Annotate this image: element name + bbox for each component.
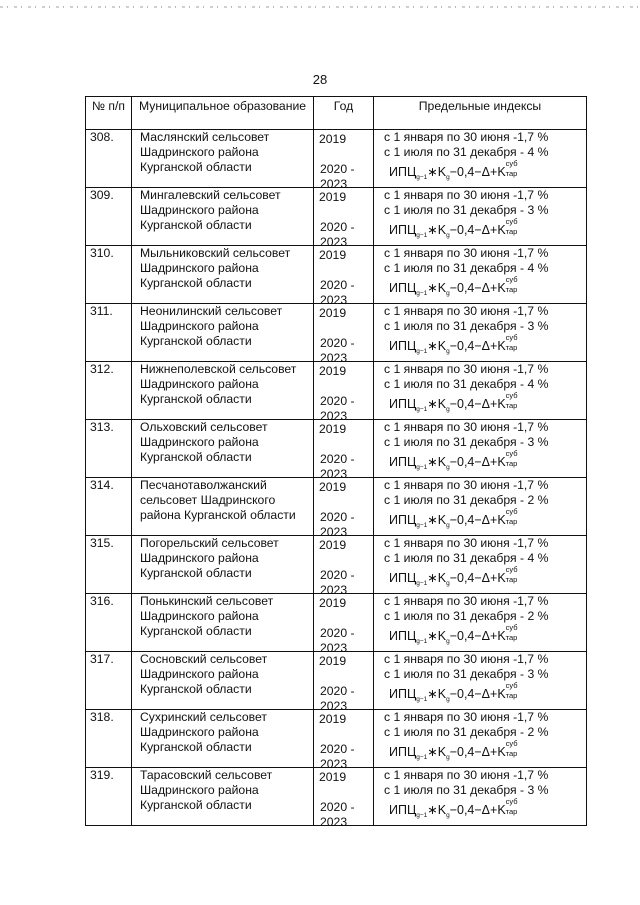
formula-sub-tar: тар	[505, 691, 518, 700]
limit-cell	[374, 304, 587, 362]
limit-line-first-half: с 1 января по 30 июня -1,7 %	[384, 246, 549, 260]
year-2019: 2019	[319, 596, 347, 610]
limit-cell	[374, 710, 587, 768]
formula-tail: −0,4−Δ+K	[449, 455, 506, 469]
formula-sub-g: g	[446, 812, 450, 819]
municipality-name: Погорельский сельсовет Шадринского района Курганской области	[132, 536, 314, 594]
year-range: 2020 - 2023	[320, 626, 355, 655]
municipality-name: Мингалевский сельсовет Шадринского района Курганской области	[132, 188, 314, 246]
table-row	[86, 130, 587, 188]
formula-tail: −0,4−Δ+K	[449, 745, 506, 759]
limit-line-second-half: с 1 июля по 31 декабря - 3 %	[384, 783, 549, 797]
limit-line-second-half: с 1 июля по 31 декабря - 4 %	[384, 551, 549, 565]
formula-sub-g1: g−1	[416, 406, 428, 413]
table-row	[86, 594, 587, 652]
year-range: 2020 - 2023	[320, 568, 355, 597]
formula-k: ∗K	[427, 571, 447, 585]
year-2019: 2019	[319, 770, 347, 784]
header-municipality: Муниципальное образование	[132, 97, 314, 130]
formula-k: ∗K	[427, 629, 447, 643]
table-row	[86, 304, 587, 362]
limit-cell	[374, 362, 587, 420]
formula-ipc: ИПЦ	[389, 397, 417, 411]
table-row	[86, 246, 587, 304]
municipality-name: Маслянский сельсовет Шадринского района Курганской области	[132, 130, 314, 188]
year-2019: 2019	[319, 538, 347, 552]
formula-sub-g1: g−1	[416, 348, 428, 355]
year-2019: 2019	[319, 364, 347, 378]
year-cell	[314, 710, 374, 771]
year-cell	[314, 478, 374, 539]
year-cell	[314, 188, 374, 249]
limit-line-first-half: с 1 января по 30 июня -1,7 %	[384, 594, 549, 608]
formula-sub-tar: тар	[505, 285, 518, 294]
table-row	[86, 768, 587, 826]
formula-sub-g: g	[446, 174, 450, 181]
year-cell	[314, 594, 374, 655]
formula-sub-g1: g−1	[416, 464, 428, 471]
index-formula	[389, 741, 586, 762]
municipality-name: Тарасовский сельсовет Шадринского района Курганской области	[132, 768, 314, 826]
formula-k-tar-indices	[506, 451, 524, 466]
formula-ipc: ИПЦ	[389, 223, 417, 237]
formula-tail: −0,4−Δ+K	[449, 571, 506, 585]
formula-sup-sub: суб	[505, 391, 518, 400]
formula-sub-g1: g−1	[416, 638, 428, 645]
formula-sub-g1: g−1	[416, 754, 428, 761]
municipality-name: Сосновский сельсовет Шадринского района Курганской области	[132, 652, 314, 710]
row-number: 315.	[86, 536, 132, 594]
municipality-name: Песчанотаволжанский сельсовет Шадринского района Курганской области	[132, 478, 314, 536]
index-formula	[389, 393, 586, 414]
formula-sub-g1: g−1	[416, 174, 428, 181]
year-cell	[314, 130, 374, 191]
index-formula	[389, 625, 586, 646]
formula-k-tar-indices	[506, 567, 524, 582]
formula-k-tar-indices	[506, 683, 524, 698]
formula-sub-g1: g−1	[416, 580, 428, 587]
formula-sup-sub: суб	[505, 507, 518, 516]
formula-k-tar-indices	[506, 509, 524, 524]
limit-line-first-half: с 1 января по 30 июня -1,7 %	[384, 362, 549, 376]
row-number: 314.	[86, 478, 132, 536]
municipality-name: Понькинский сельсовет Шадринского района Курганской области	[132, 594, 314, 652]
formula-sub-tar: тар	[505, 517, 518, 526]
formula-ipc: ИПЦ	[389, 745, 417, 759]
limit-cell	[374, 246, 587, 304]
municipality-name: Неонилинский сельсовет Шадринского района Курганской области	[132, 304, 314, 362]
limit-cell	[374, 478, 587, 536]
year-cell	[314, 536, 374, 597]
formula-sub-g: g	[446, 696, 450, 703]
formula-sub-g: g	[446, 754, 450, 761]
year-range: 2020 - 2023	[320, 452, 355, 481]
formula-k-tar-indices	[506, 335, 524, 350]
formula-k: ∗K	[427, 687, 447, 701]
formula-tail: −0,4−Δ+K	[449, 513, 506, 527]
formula-k-tar-indices	[506, 219, 524, 234]
table-header-row	[86, 97, 587, 130]
row-number: 313.	[86, 420, 132, 478]
formula-sub-g: g	[446, 232, 450, 239]
limit-cell	[374, 768, 587, 826]
formula-sup-sub: суб	[505, 449, 518, 458]
formula-sup-sub: суб	[505, 275, 518, 284]
municipality-name: Сухринский сельсовет Шадринского района Курганской области	[132, 710, 314, 768]
formula-tail: −0,4−Δ+K	[449, 223, 506, 237]
formula-ipc: ИПЦ	[389, 687, 417, 701]
formula-tail: −0,4−Δ+K	[449, 281, 506, 295]
table-row	[86, 188, 587, 246]
year-range: 2020 - 2023	[320, 220, 355, 249]
limit-cell	[374, 130, 587, 188]
year-range: 2020 - 2023	[320, 742, 355, 771]
table-row	[86, 536, 587, 594]
year-2019: 2019	[319, 712, 347, 726]
row-number: 309.	[86, 188, 132, 246]
index-formula	[389, 683, 586, 704]
year-cell	[314, 420, 374, 481]
formula-sup-sub: суб	[505, 623, 518, 632]
year-cell	[314, 246, 374, 307]
table-row	[86, 362, 587, 420]
year-range: 2020 - 2023	[320, 510, 355, 539]
limit-line-second-half: с 1 июля по 31 декабря - 4 %	[384, 377, 549, 391]
formula-ipc: ИПЦ	[389, 165, 417, 179]
year-cell	[314, 362, 374, 423]
formula-sub-tar: тар	[505, 459, 518, 468]
year-range: 2020 - 2023	[320, 278, 355, 307]
row-number: 317.	[86, 652, 132, 710]
formula-sup-sub: суб	[505, 565, 518, 574]
limit-line-first-half: с 1 января по 30 июня -1,7 %	[384, 420, 549, 434]
formula-k-tar-indices	[506, 393, 524, 408]
limit-line-second-half: с 1 июля по 31 декабря - 4 %	[384, 145, 549, 159]
year-range: 2020 - 2023	[320, 162, 355, 191]
limit-line-first-half: с 1 января по 30 июня -1,7 %	[384, 188, 549, 202]
formula-sub-tar: тар	[505, 343, 518, 352]
year-cell	[314, 652, 374, 713]
formula-sub-g: g	[446, 464, 450, 471]
formula-sub-g1: g−1	[416, 812, 428, 819]
limit-cell	[374, 652, 587, 710]
formula-k-tar-indices	[506, 799, 524, 814]
formula-k-tar-indices	[506, 161, 524, 176]
year-2019: 2019	[319, 422, 347, 436]
formula-sup-sub: суб	[505, 739, 518, 748]
limit-line-second-half: с 1 июля по 31 декабря - 3 %	[384, 319, 549, 333]
index-formula	[389, 335, 586, 356]
formula-tail: −0,4−Δ+K	[449, 629, 506, 643]
formula-ipc: ИПЦ	[389, 281, 417, 295]
limit-line-first-half: с 1 января по 30 июня -1,7 %	[384, 710, 549, 724]
formula-sub-g1: g−1	[416, 232, 428, 239]
year-2019: 2019	[319, 132, 347, 146]
row-number: 308.	[86, 130, 132, 188]
limit-line-first-half: с 1 января по 30 июня -1,7 %	[384, 304, 549, 318]
price-limits-table	[85, 96, 587, 829]
row-number: 311.	[86, 304, 132, 362]
formula-sub-tar: тар	[505, 575, 518, 584]
formula-sub-g1: g−1	[416, 290, 428, 297]
year-cell	[314, 768, 374, 829]
limit-line-second-half: с 1 июля по 31 декабря - 3 %	[384, 203, 549, 217]
municipality-name: Мыльниковский сельсовет Шадринского района Курганской области	[132, 246, 314, 304]
formula-ipc: ИПЦ	[389, 571, 417, 585]
limit-line-first-half: с 1 января по 30 июня -1,7 %	[384, 768, 549, 782]
index-formula	[389, 451, 586, 472]
year-2019: 2019	[319, 654, 347, 668]
formula-k: ∗K	[427, 803, 447, 817]
year-range: 2020 - 2023	[320, 684, 355, 713]
formula-k-tar-indices	[506, 625, 524, 640]
formula-tail: −0,4−Δ+K	[449, 397, 506, 411]
index-formula	[389, 277, 586, 298]
page-number: 28	[312, 72, 328, 87]
limit-line-first-half: с 1 января по 30 июня -1,7 %	[384, 478, 549, 492]
limit-line-second-half: с 1 июля по 31 декабря - 2 %	[384, 725, 549, 739]
limit-line-second-half: с 1 июля по 31 декабря - 3 %	[384, 435, 549, 449]
formula-ipc: ИПЦ	[389, 513, 417, 527]
formula-k: ∗K	[427, 745, 447, 759]
formula-tail: −0,4−Δ+K	[449, 165, 506, 179]
row-number: 316.	[86, 594, 132, 652]
formula-k-tar-indices	[506, 741, 524, 756]
formula-sub-tar: тар	[505, 401, 518, 410]
index-formula	[389, 567, 586, 588]
year-2019: 2019	[319, 306, 347, 320]
limit-line-second-half: с 1 июля по 31 декабря - 2 %	[384, 609, 549, 623]
formula-k: ∗K	[427, 397, 447, 411]
formula-sub-g: g	[446, 580, 450, 587]
formula-sub-g: g	[446, 290, 450, 297]
formula-sub-g: g	[446, 522, 450, 529]
limit-line-second-half: с 1 июля по 31 декабря - 4 %	[384, 261, 549, 275]
formula-k: ∗K	[427, 513, 447, 527]
formula-sub-tar: тар	[505, 227, 518, 236]
year-2019: 2019	[319, 480, 347, 494]
formula-sup-sub: суб	[505, 159, 518, 168]
limit-cell	[374, 188, 587, 246]
index-formula	[389, 219, 586, 240]
formula-k: ∗K	[427, 455, 447, 469]
formula-sup-sub: суб	[505, 797, 518, 806]
index-formula	[389, 799, 586, 820]
index-formula	[389, 509, 586, 530]
year-2019: 2019	[319, 190, 347, 204]
year-2019: 2019	[319, 248, 347, 262]
index-formula	[389, 161, 586, 182]
formula-sub-tar: тар	[505, 633, 518, 642]
table-row	[86, 710, 587, 768]
formula-tail: −0,4−Δ+K	[449, 687, 506, 701]
municipality-name: Ольховский сельсовет Шадринского района Курганской области	[132, 420, 314, 478]
formula-sup-sub: суб	[505, 217, 518, 226]
year-range: 2020 - 2023	[320, 394, 355, 423]
municipality-name: Нижнеполевской сельсовет Шадринского района Курганской области	[132, 362, 314, 420]
table-row	[86, 652, 587, 710]
formula-tail: −0,4−Δ+K	[449, 339, 506, 353]
formula-sup-sub: суб	[505, 333, 518, 342]
header-num: № п/п	[86, 97, 132, 130]
formula-ipc: ИПЦ	[389, 803, 417, 817]
row-number: 319.	[86, 768, 132, 826]
table-row	[86, 478, 587, 536]
formula-sub-g1: g−1	[416, 522, 428, 529]
limit-line-first-half: с 1 января по 30 июня -1,7 %	[384, 652, 549, 666]
header-year: Год	[314, 97, 374, 130]
limit-cell	[374, 420, 587, 478]
year-range: 2020 - 2023	[320, 336, 355, 365]
limit-line-second-half: с 1 июля по 31 декабря - 2 %	[384, 493, 549, 507]
formula-sup-sub: суб	[505, 681, 518, 690]
limit-cell	[374, 594, 587, 652]
limit-line-first-half: с 1 января по 30 июня -1,7 %	[384, 536, 549, 550]
formula-k: ∗K	[427, 339, 447, 353]
formula-k-tar-indices	[506, 277, 524, 292]
row-number: 312.	[86, 362, 132, 420]
year-cell	[314, 304, 374, 365]
limit-line-second-half: с 1 июля по 31 декабря - 3 %	[384, 667, 549, 681]
scan-artifact-line	[0, 6, 640, 8]
limit-cell	[374, 536, 587, 594]
limit-line-first-half: с 1 января по 30 июня -1,7 %	[384, 130, 549, 144]
formula-ipc: ИПЦ	[389, 339, 417, 353]
formula-sub-g1: g−1	[416, 696, 428, 703]
formula-sub-tar: тар	[505, 169, 518, 178]
formula-ipc: ИПЦ	[389, 629, 417, 643]
formula-sub-g: g	[446, 638, 450, 645]
table-row	[86, 420, 587, 478]
row-number: 310.	[86, 246, 132, 304]
formula-sub-tar: тар	[505, 807, 518, 816]
formula-k: ∗K	[427, 281, 447, 295]
year-range: 2020 - 2023	[320, 800, 355, 829]
header-limits: Предельные индексы	[374, 97, 587, 130]
formula-sub-g: g	[446, 348, 450, 355]
formula-sub-g: g	[446, 406, 450, 413]
formula-sub-tar: тар	[505, 749, 518, 758]
formula-k: ∗K	[427, 223, 447, 237]
row-number: 318.	[86, 710, 132, 768]
formula-ipc: ИПЦ	[389, 455, 417, 469]
formula-k: ∗K	[427, 165, 447, 179]
formula-tail: −0,4−Δ+K	[449, 803, 506, 817]
